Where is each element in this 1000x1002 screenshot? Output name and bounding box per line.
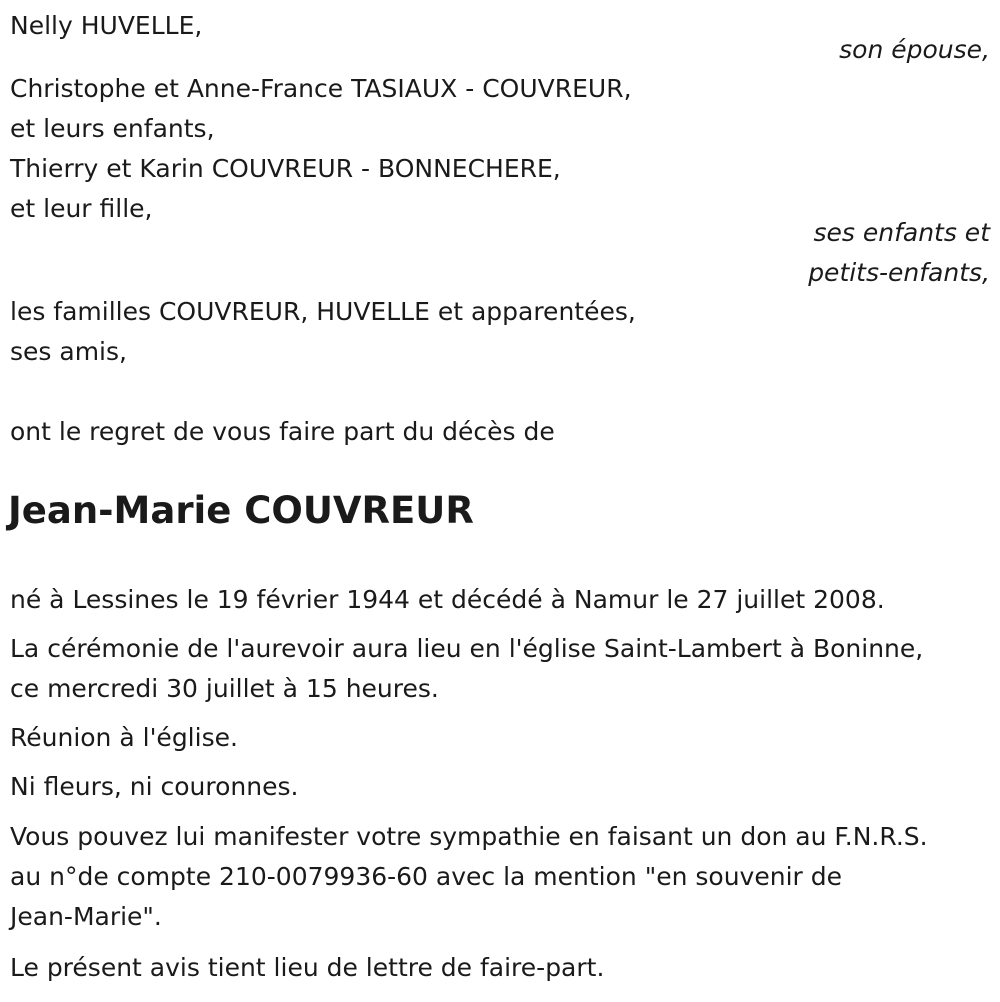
spouse-role: son épouse, (839, 35, 990, 64)
children-line-4: et leur fille, (10, 194, 153, 223)
donation-line-1: Vous pouvez lui manifester votre sympathie en faisant un don au F.N.R.S. (10, 822, 928, 851)
children-role-line-2: petits-enfants, (808, 258, 990, 287)
deceased-name: Jean-Marie COUVREUR (8, 489, 474, 532)
others-line-1: les familles COUVREUR, HUVELLE et apparentées, (10, 297, 636, 326)
announcement-intro: ont le regret de vous faire part du décès de (10, 417, 555, 446)
donation-line-2: au n°de compte 210-0079936-60 avec la mention "en souvenir de (10, 862, 842, 891)
spouse-name: Nelly HUVELLE, (10, 11, 203, 40)
others-line-2: ses amis, (10, 337, 127, 366)
children-line-2: et leurs enfants, (10, 114, 215, 143)
ceremony-line-1: La cérémonie de l'aurevoir aura lieu en l'église Saint-Lambert à Boninne, (10, 634, 924, 663)
ceremony-line-2: ce mercredi 30 juillet à 15 heures. (10, 674, 439, 703)
children-line-3: Thierry et Karin COUVREUR - BONNECHERE, (10, 154, 561, 183)
flowers-info: Ni fleurs, ni couronnes. (10, 772, 299, 801)
children-line-1: Christophe et Anne-France TASIAUX - COUVREUR, (10, 74, 632, 103)
donation-line-3: Jean-Marie". (10, 902, 162, 931)
notice-text: Le présent avis tient lieu de lettre de faire-part. (10, 953, 605, 982)
children-role-line-1: ses enfants et (813, 218, 990, 247)
meeting-info: Réunion à l'église. (10, 723, 238, 752)
birth-death-dates: né à Lessines le 19 février 1944 et décédé à Namur le 27 juillet 2008. (10, 585, 885, 614)
